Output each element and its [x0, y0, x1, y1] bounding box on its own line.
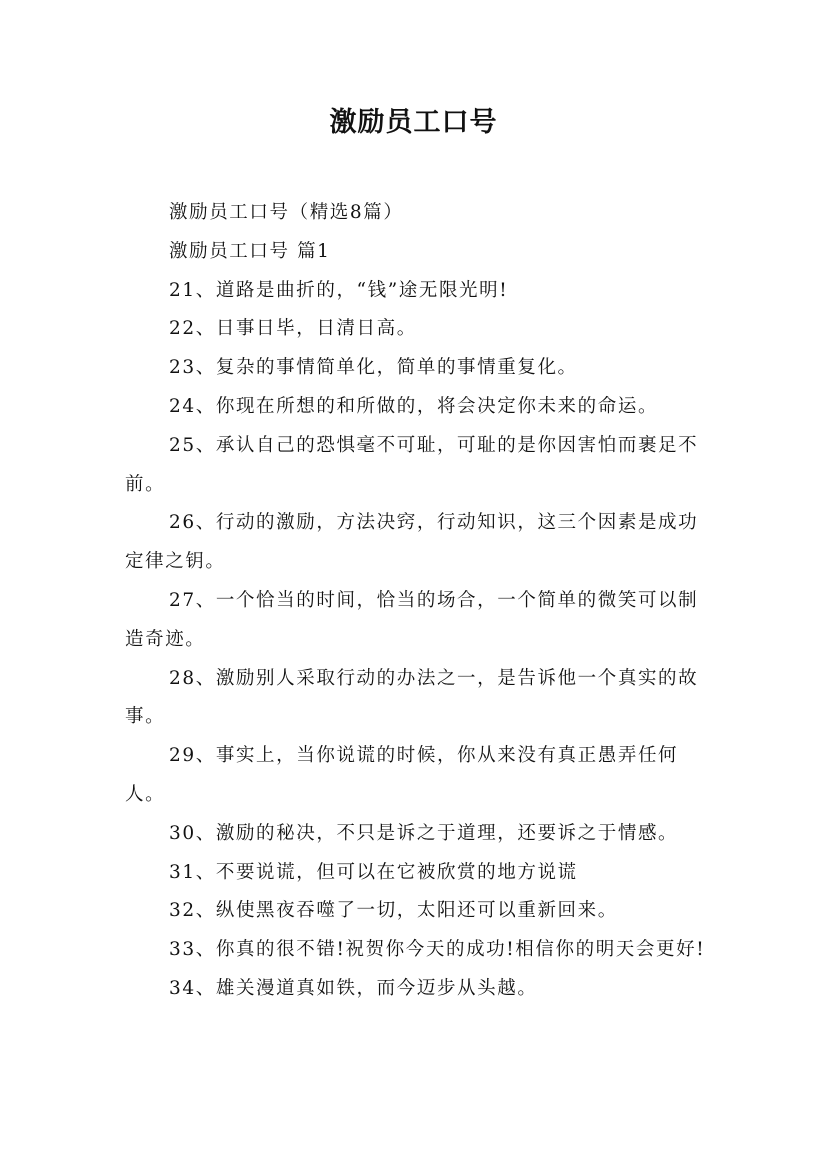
paragraph-item: 30、激励的秘决，不只是诉之于道理，还要诉之于情感。 [169, 822, 679, 844]
paragraph-item: 27、一个恰当的时间，恰当的场合，一个简单的微笑可以制造奇迹。 [125, 589, 699, 650]
paragraph-section-label: 激励员工口号 篇1 [169, 240, 331, 262]
paragraph-item: 23、复杂的事情简单化，简单的事情重复化。 [169, 357, 578, 379]
paragraph-item: 21、道路是曲折的，“钱”途无限光明! [169, 279, 509, 301]
paragraph-item: 29、事实上，当你说谎的时候，你从来没有真正愚弄任何人。 [125, 745, 679, 805]
document-title: 激励员工口号 [329, 107, 498, 138]
paragraph-item: 33、你真的很不错!祝贺你今天的成功!相信你的明天会更好! [169, 939, 706, 961]
paragraph-item: 32、纵使黑夜吞噬了一切，太阳还可以重新回来。 [169, 900, 618, 922]
paragraph-item: 31、不要说谎，但可以在它被欣赏的地方说谎 [169, 861, 578, 883]
paragraph-item: 28、激励别人采取行动的办法之一，是告诉他一个真实的故事。 [125, 667, 699, 728]
paragraph-item: 25、承认自己的恐惧毫不可耻，可耻的是你因害怕而裹足不前。 [125, 434, 699, 495]
paragraph-item: 22、日事日毕，日清日高。 [169, 318, 417, 340]
paragraph-item: 26、行动的激励，方法决窍，行动知识，这三个因素是成功定律之钥。 [125, 512, 699, 573]
paragraph-heading: 激励员工口号（精选8篇） [169, 202, 404, 223]
paragraph-item: 34、雄关漫道真如铁，而今迈步从头越。 [169, 977, 538, 999]
paragraph-item: 24、你现在所想的和所做的，将会决定你未来的命运。 [169, 395, 659, 417]
document-body [125, 194, 715, 1009]
